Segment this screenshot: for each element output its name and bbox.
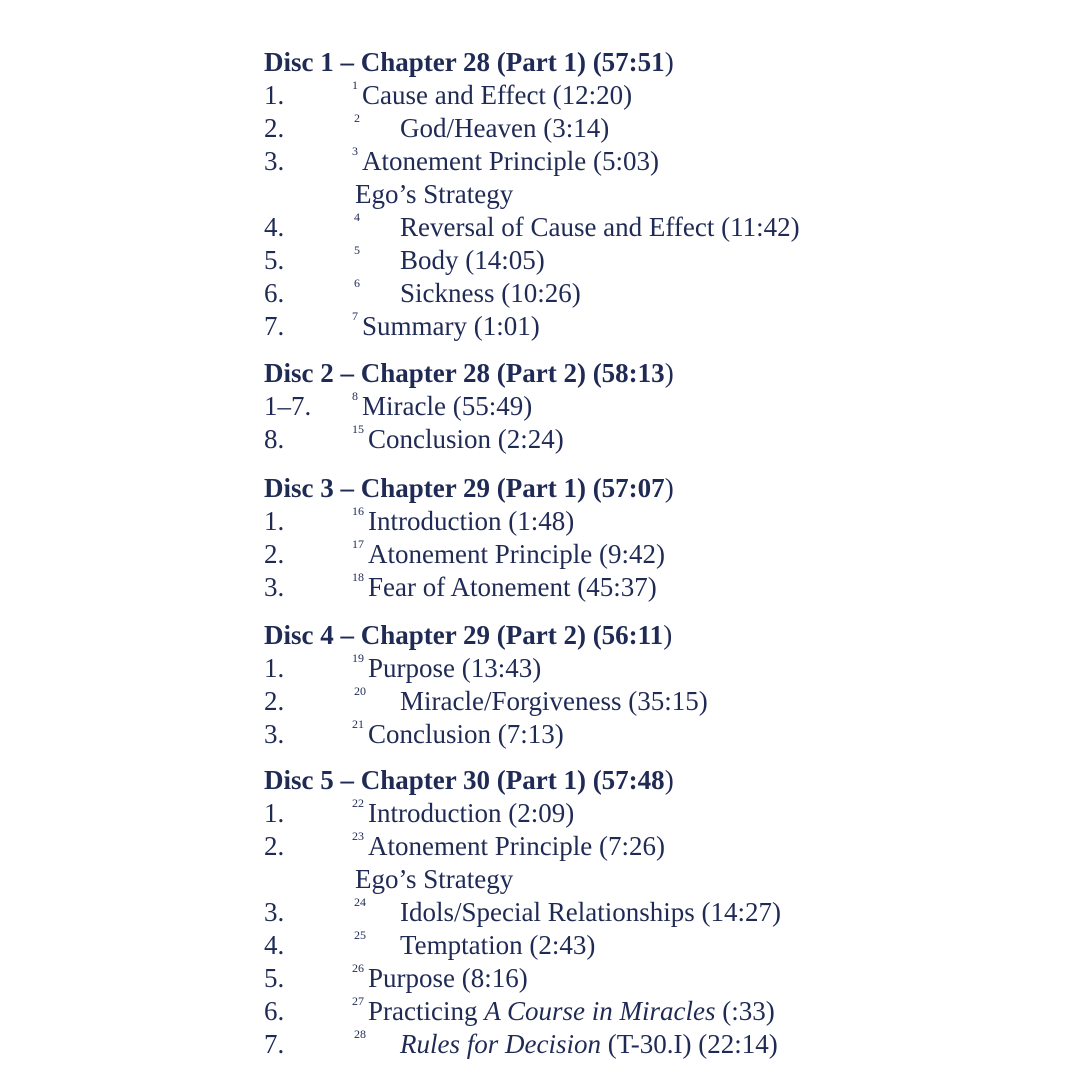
track-title: Sickness (10:26) xyxy=(400,278,581,308)
track-row xyxy=(264,718,1044,751)
disc-2 xyxy=(264,357,1044,456)
track-title: Fear of Atonement (45:37) xyxy=(368,572,657,602)
track-number: 8. xyxy=(264,424,285,454)
footnote-marker: 1 xyxy=(352,78,358,92)
track-title: Introduction (2:09) xyxy=(368,798,575,828)
track-title: Miracle/Forgiveness (35:15) xyxy=(400,686,708,716)
track-row xyxy=(264,79,1044,112)
track-row xyxy=(264,896,1044,929)
track-title: Conclusion (2:24) xyxy=(368,424,564,454)
disc-4 xyxy=(264,619,1044,751)
track-title: Rules for Decision (T-30.I) (22:14) xyxy=(400,1029,778,1059)
footnote-marker: 22 xyxy=(352,796,364,810)
footnote-marker: 23 xyxy=(352,829,364,843)
track-title: Purpose (8:16) xyxy=(368,963,528,993)
disc-title: Disc 5 – Chapter 30 (Part 1) (57:48) xyxy=(264,765,674,795)
track-row xyxy=(264,112,1044,145)
track-number: 3. xyxy=(264,146,285,176)
track-title: God/Heaven (3:14) xyxy=(400,113,610,143)
track-number: 2. xyxy=(264,539,285,569)
disc-3 xyxy=(264,472,1044,604)
track-row xyxy=(264,390,1044,423)
track-title: Conclusion (7:13) xyxy=(368,719,564,749)
track-title: Cause and Effect (12:20) xyxy=(362,80,633,110)
track-row xyxy=(264,685,1044,718)
track-number: 7. xyxy=(264,311,285,341)
track-row xyxy=(264,1028,1044,1061)
track-number: 3. xyxy=(264,719,285,749)
track-number: 4. xyxy=(264,212,285,242)
track-number: 3. xyxy=(264,897,285,927)
subheading-text: Ego’s Strategy xyxy=(355,179,514,209)
track-row xyxy=(264,571,1044,604)
footnote-marker: 20 xyxy=(354,684,366,698)
track-number: 2. xyxy=(264,113,285,143)
track-row xyxy=(264,830,1044,863)
subheading-text: Ego’s Strategy xyxy=(355,864,514,894)
track-number: 7. xyxy=(264,1029,285,1059)
track-title: Idols/Special Relationships (14:27) xyxy=(400,897,781,927)
footnote-marker: 4 xyxy=(354,210,360,224)
track-row xyxy=(264,310,1044,343)
track-number: 1. xyxy=(264,653,285,683)
track-number: 4. xyxy=(264,930,285,960)
track-title: Practicing A Course in Miracles (:33) xyxy=(368,996,775,1026)
track-number: 6. xyxy=(264,996,285,1026)
footnote-marker: 18 xyxy=(352,570,364,584)
section-subheading xyxy=(264,863,1044,896)
track-row xyxy=(264,538,1044,571)
track-title: Atonement Principle (9:42) xyxy=(368,539,665,569)
footnote-marker: 16 xyxy=(352,504,364,518)
track-number: 3. xyxy=(264,572,285,602)
footnote-marker: 3 xyxy=(352,144,358,158)
track-title: Miracle (55:49) xyxy=(362,391,533,421)
track-row xyxy=(264,962,1044,995)
track-number: 1. xyxy=(264,798,285,828)
footnote-marker: 28 xyxy=(354,1027,366,1041)
track-row xyxy=(264,652,1044,685)
track-number: 1. xyxy=(264,506,285,536)
track-row xyxy=(264,995,1044,1028)
track-row xyxy=(264,797,1044,830)
track-row xyxy=(264,145,1044,178)
track-title: Purpose (13:43) xyxy=(368,653,542,683)
footnote-marker: 19 xyxy=(352,651,364,665)
track-title: Temptation (2:43) xyxy=(400,930,596,960)
footnote-marker: 27 xyxy=(352,994,364,1008)
track-number: 2. xyxy=(264,686,285,716)
track-number: 5. xyxy=(264,963,285,993)
track-number: 1–7. xyxy=(264,391,312,421)
disc-title: Disc 1 – Chapter 28 (Part 1) (57:51) xyxy=(264,47,674,77)
track-title: Summary (1:01) xyxy=(362,311,540,341)
track-row xyxy=(264,929,1044,962)
track-title: Atonement Principle (5:03) xyxy=(362,146,659,176)
track-number: 1. xyxy=(264,80,285,110)
footnote-marker: 8 xyxy=(352,389,358,403)
track-title: Introduction (1:48) xyxy=(368,506,575,536)
track-number: 2. xyxy=(264,831,285,861)
footnote-marker: 2 xyxy=(354,111,360,125)
track-title: Atonement Principle (7:26) xyxy=(368,831,665,861)
footnote-marker: 26 xyxy=(352,961,364,975)
footnote-marker: 5 xyxy=(354,243,360,257)
section-subheading xyxy=(264,178,1044,211)
track-row xyxy=(264,505,1044,538)
disc-title: Disc 2 – Chapter 28 (Part 2) (58:13) xyxy=(264,358,674,388)
footnote-marker: 25 xyxy=(354,928,366,942)
track-row xyxy=(264,244,1044,277)
disc-title: Disc 3 – Chapter 29 (Part 1) (57:07) xyxy=(264,473,674,503)
disc-title: Disc 4 – Chapter 29 (Part 2) (56:11) xyxy=(264,620,673,650)
disc-5 xyxy=(264,764,1044,1061)
track-row xyxy=(264,423,1044,456)
footnote-marker: 24 xyxy=(354,895,366,909)
footnote-marker: 17 xyxy=(352,537,364,551)
track-number: 6. xyxy=(264,278,285,308)
track-title: Body (14:05) xyxy=(400,245,545,275)
footnote-marker: 7 xyxy=(352,309,358,323)
track-number: 5. xyxy=(264,245,285,275)
track-row xyxy=(264,277,1044,310)
footnote-marker: 15 xyxy=(352,422,364,436)
footnote-marker: 6 xyxy=(354,276,360,290)
track-row xyxy=(264,211,1044,244)
disc-1 xyxy=(264,46,1044,343)
track-title: Reversal of Cause and Effect (11:42) xyxy=(400,212,800,242)
footnote-marker: 21 xyxy=(352,717,364,731)
